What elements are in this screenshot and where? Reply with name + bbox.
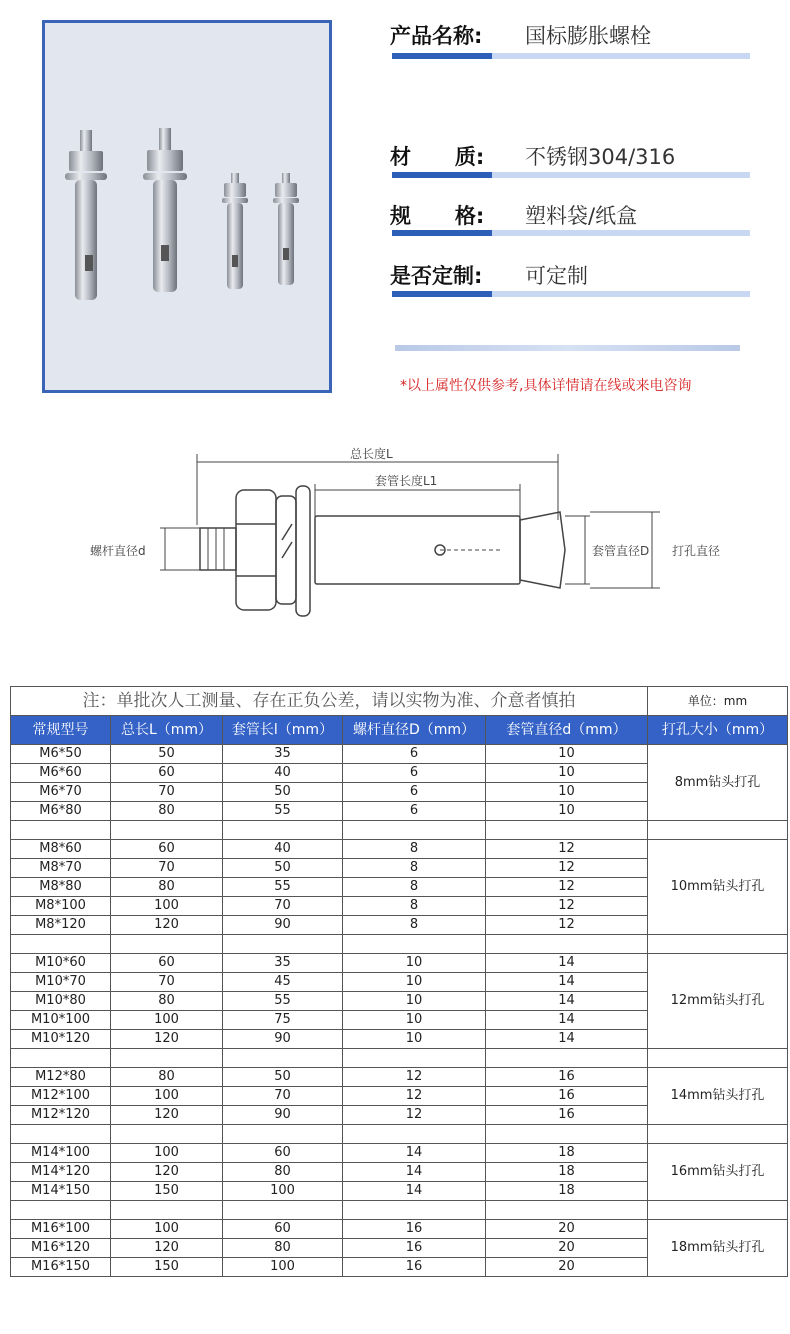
empty-cell — [486, 935, 648, 954]
table-cell: 80 — [223, 1239, 343, 1258]
column-header: 套管直径d（mm） — [486, 716, 648, 745]
table-cell: 50 — [223, 859, 343, 878]
table-cell: 8 — [343, 878, 486, 897]
table-cell: 55 — [223, 878, 343, 897]
table-cell: 120 — [111, 1163, 223, 1182]
table-cell: 100 — [223, 1182, 343, 1201]
table-cell: 120 — [111, 1106, 223, 1125]
spacer-row — [11, 821, 788, 840]
empty-cell — [343, 821, 486, 840]
table-cell: 16 — [486, 1106, 648, 1125]
table-cell: 100 — [223, 1258, 343, 1277]
table-cell: 45 — [223, 973, 343, 992]
table-cell: M12*120 — [11, 1106, 111, 1125]
bolt-diameter-label: 螺杆直径d — [90, 544, 146, 558]
empty-cell — [111, 821, 223, 840]
empty-cell — [111, 935, 223, 954]
table-cell: 10 — [343, 973, 486, 992]
empty-cell — [223, 1201, 343, 1220]
table-cell: M6*70 — [11, 783, 111, 802]
column-header: 套管长l（mm） — [223, 716, 343, 745]
table-cell: 55 — [223, 992, 343, 1011]
customizable-value: 可定制 — [525, 264, 588, 288]
table-cell: 12 — [343, 1106, 486, 1125]
table-cell: 90 — [223, 1030, 343, 1049]
table-cell: 12 — [486, 859, 648, 878]
table-cell: 20 — [486, 1258, 648, 1277]
material-value: 不锈钢304/316 — [525, 145, 676, 169]
table-header-row — [11, 716, 788, 745]
empty-cell — [11, 821, 111, 840]
empty-cell — [648, 821, 788, 840]
table-row — [11, 1220, 788, 1239]
spacer-row — [11, 1201, 788, 1220]
table-cell: 100 — [111, 1144, 223, 1163]
table-cell: 10 — [486, 764, 648, 783]
table-cell: 100 — [111, 897, 223, 916]
empty-cell — [11, 1049, 111, 1068]
table-cell: 80 — [111, 878, 223, 897]
spacer-row — [11, 935, 788, 954]
table-cell: M10*70 — [11, 973, 111, 992]
table-cell: M8*60 — [11, 840, 111, 859]
table-cell: 6 — [343, 783, 486, 802]
table-cell: M16*120 — [11, 1239, 111, 1258]
drill-size-cell: 8mm钻头打孔 — [648, 745, 788, 821]
decorative-divider — [395, 345, 740, 351]
table-cell: 10 — [343, 1011, 486, 1030]
table-cell: 12 — [343, 1068, 486, 1087]
empty-cell — [648, 1201, 788, 1220]
table-cell: M10*120 — [11, 1030, 111, 1049]
empty-cell — [111, 1201, 223, 1220]
table-cell: M10*60 — [11, 954, 111, 973]
table-cell: M14*150 — [11, 1182, 111, 1201]
bolt-1 — [65, 130, 107, 300]
table-cell: 70 — [223, 897, 343, 916]
expansion-bolts-image — [45, 23, 329, 390]
table-cell: 20 — [486, 1220, 648, 1239]
table-cell: 12 — [343, 1087, 486, 1106]
rod-shape — [200, 528, 236, 570]
underline-track — [492, 172, 750, 178]
table-cell: 10 — [486, 802, 648, 821]
table-cell: 70 — [111, 859, 223, 878]
table-cell: 8 — [343, 859, 486, 878]
empty-cell — [223, 935, 343, 954]
empty-cell — [343, 935, 486, 954]
dimension-diagram — [60, 440, 740, 624]
table-cell: 10 — [486, 745, 648, 764]
table-cell: 120 — [111, 916, 223, 935]
table-cell: 14 — [486, 973, 648, 992]
drill-size-cell: 14mm钻头打孔 — [648, 1068, 788, 1125]
column-header: 总长L（mm） — [111, 716, 223, 745]
underline-track — [492, 53, 750, 59]
empty-cell — [343, 1125, 486, 1144]
empty-cell — [223, 1125, 343, 1144]
table-cell: 16 — [343, 1220, 486, 1239]
table-cell: 18 — [486, 1163, 648, 1182]
table-cell: M6*80 — [11, 802, 111, 821]
table-row — [11, 745, 788, 764]
drill-diameter-label: 打孔直径 — [672, 544, 721, 558]
table-cell: M6*50 — [11, 745, 111, 764]
washer-shape — [296, 486, 310, 616]
column-header: 打孔大小（mm） — [648, 716, 788, 745]
product-photo — [42, 20, 332, 393]
table-cell: 50 — [223, 783, 343, 802]
packaging-value: 塑料袋/纸盒 — [525, 204, 638, 228]
table-cell: 90 — [223, 916, 343, 935]
table-cell: 14 — [486, 1030, 648, 1049]
table-cell: 60 — [111, 764, 223, 783]
drill-size-cell: 16mm钻头打孔 — [648, 1144, 788, 1201]
table-row — [11, 1068, 788, 1087]
table-cell: 6 — [343, 764, 486, 783]
empty-cell — [11, 1201, 111, 1220]
table-cell: 10 — [343, 1030, 486, 1049]
table-cell: M10*100 — [11, 1011, 111, 1030]
table-cell: 35 — [223, 954, 343, 973]
table-note: 注：单批次人工测量、存在正负公差，请以实物为准、介意者慎拍 — [11, 687, 648, 716]
underline-accent — [392, 230, 492, 236]
product-name-label: 产品名称: — [390, 24, 483, 48]
table-cell: 70 — [111, 783, 223, 802]
empty-cell — [111, 1049, 223, 1068]
table-cell: 75 — [223, 1011, 343, 1030]
table-cell: 40 — [223, 764, 343, 783]
table-cell: 10 — [343, 954, 486, 973]
table-cell: 12 — [486, 840, 648, 859]
total-length-label: 总长度L — [350, 447, 393, 461]
table-cell: 150 — [111, 1182, 223, 1201]
table-cell: 70 — [111, 973, 223, 992]
table-cell: 10 — [486, 783, 648, 802]
spacer-row — [11, 1125, 788, 1144]
table-cell: 14 — [486, 954, 648, 973]
table-cell: 14 — [343, 1163, 486, 1182]
table-cell: M8*100 — [11, 897, 111, 916]
empty-cell — [11, 935, 111, 954]
spec-table — [10, 686, 788, 1277]
table-cell: M16*150 — [11, 1258, 111, 1277]
table-cell: M14*100 — [11, 1144, 111, 1163]
table-cell: 16 — [343, 1239, 486, 1258]
customizable-label: 是否定制: — [390, 264, 483, 288]
table-cell: 14 — [343, 1182, 486, 1201]
table-row — [11, 954, 788, 973]
packaging-label: 规 格: — [390, 204, 485, 228]
drill-size-cell: 12mm钻头打孔 — [648, 954, 788, 1049]
table-cell: M8*70 — [11, 859, 111, 878]
underline-accent — [392, 172, 492, 178]
drill-size-cell: 18mm钻头打孔 — [648, 1220, 788, 1277]
table-cell: 90 — [223, 1106, 343, 1125]
empty-cell — [111, 1125, 223, 1144]
table-cell: M16*100 — [11, 1220, 111, 1239]
table-cell: M14*120 — [11, 1163, 111, 1182]
empty-cell — [486, 1049, 648, 1068]
table-row — [11, 1144, 788, 1163]
table-cell: 8 — [343, 916, 486, 935]
table-cell: 70 — [223, 1087, 343, 1106]
table-cell: 100 — [111, 1087, 223, 1106]
table-cell: 120 — [111, 1239, 223, 1258]
column-header: 常规型号 — [11, 716, 111, 745]
underline-track — [492, 230, 750, 236]
bolt-2 — [143, 128, 187, 292]
washer-shape — [276, 496, 296, 604]
underline-track — [492, 291, 750, 297]
table-cell: 18 — [486, 1182, 648, 1201]
table-cell: 14 — [486, 992, 648, 1011]
table-cell: 60 — [223, 1144, 343, 1163]
nut-shape — [236, 490, 276, 610]
table-cell: 6 — [343, 802, 486, 821]
table-cell: 120 — [111, 1030, 223, 1049]
empty-cell — [343, 1201, 486, 1220]
table-cell: 100 — [111, 1220, 223, 1239]
material-label: 材 质: — [390, 145, 485, 169]
table-cell: 80 — [111, 992, 223, 1011]
spacer-row — [11, 1049, 788, 1068]
sleeve-length-label: 套管长度L1 — [375, 474, 438, 488]
table-cell: 16 — [486, 1087, 648, 1106]
empty-cell — [486, 1125, 648, 1144]
table-cell: 80 — [111, 1068, 223, 1087]
empty-cell — [223, 821, 343, 840]
table-cell: 12 — [486, 878, 648, 897]
empty-cell — [648, 1125, 788, 1144]
table-cell: 100 — [111, 1011, 223, 1030]
table-cell: 60 — [111, 840, 223, 859]
table-cell: M10*80 — [11, 992, 111, 1011]
table-cell: M6*60 — [11, 764, 111, 783]
table-cell: 35 — [223, 745, 343, 764]
table-cell: M12*80 — [11, 1068, 111, 1087]
table-cell: 60 — [223, 1220, 343, 1239]
table-cell: 60 — [111, 954, 223, 973]
underline-accent — [392, 53, 492, 59]
empty-cell — [648, 1049, 788, 1068]
table-cell: 8 — [343, 840, 486, 859]
sleeve-diameter-label: 套管直径D — [592, 544, 650, 558]
column-header: 螺杆直径D（mm） — [343, 716, 486, 745]
drill-size-cell: 10mm钻头打孔 — [648, 840, 788, 935]
table-cell: 80 — [111, 802, 223, 821]
product-name-value: 国标膨胀螺栓 — [525, 24, 651, 48]
table-cell: 16 — [486, 1068, 648, 1087]
table-row — [11, 840, 788, 859]
bolt-4 — [273, 173, 299, 285]
table-note-row — [11, 687, 788, 716]
table-cell: 8 — [343, 897, 486, 916]
empty-cell — [648, 935, 788, 954]
table-cell: 50 — [223, 1068, 343, 1087]
table-cell: 16 — [343, 1258, 486, 1277]
empty-cell — [486, 821, 648, 840]
table-cell: 14 — [486, 1011, 648, 1030]
empty-cell — [223, 1049, 343, 1068]
bolt-3 — [222, 173, 248, 289]
table-cell: 18 — [486, 1144, 648, 1163]
table-cell: 50 — [111, 745, 223, 764]
table-cell: 40 — [223, 840, 343, 859]
table-cell: M8*80 — [11, 878, 111, 897]
table-cell: 10 — [343, 992, 486, 1011]
table-cell: 20 — [486, 1239, 648, 1258]
table-cell: 14 — [343, 1144, 486, 1163]
empty-cell — [343, 1049, 486, 1068]
disclaimer-text: *以上属性仅供参考,具体详情请在线或来电咨询 — [400, 378, 692, 394]
table-cell: 55 — [223, 802, 343, 821]
table-cell: 12 — [486, 897, 648, 916]
table-cell: 6 — [343, 745, 486, 764]
table-cell: M12*100 — [11, 1087, 111, 1106]
table-cell: 150 — [111, 1258, 223, 1277]
table-cell: M8*120 — [11, 916, 111, 935]
empty-cell — [486, 1201, 648, 1220]
table-cell: 80 — [223, 1163, 343, 1182]
table-cell: 12 — [486, 916, 648, 935]
empty-cell — [11, 1125, 111, 1144]
underline-accent — [392, 291, 492, 297]
unit-label: 单位：mm — [648, 687, 788, 716]
cone-shape — [520, 512, 565, 588]
